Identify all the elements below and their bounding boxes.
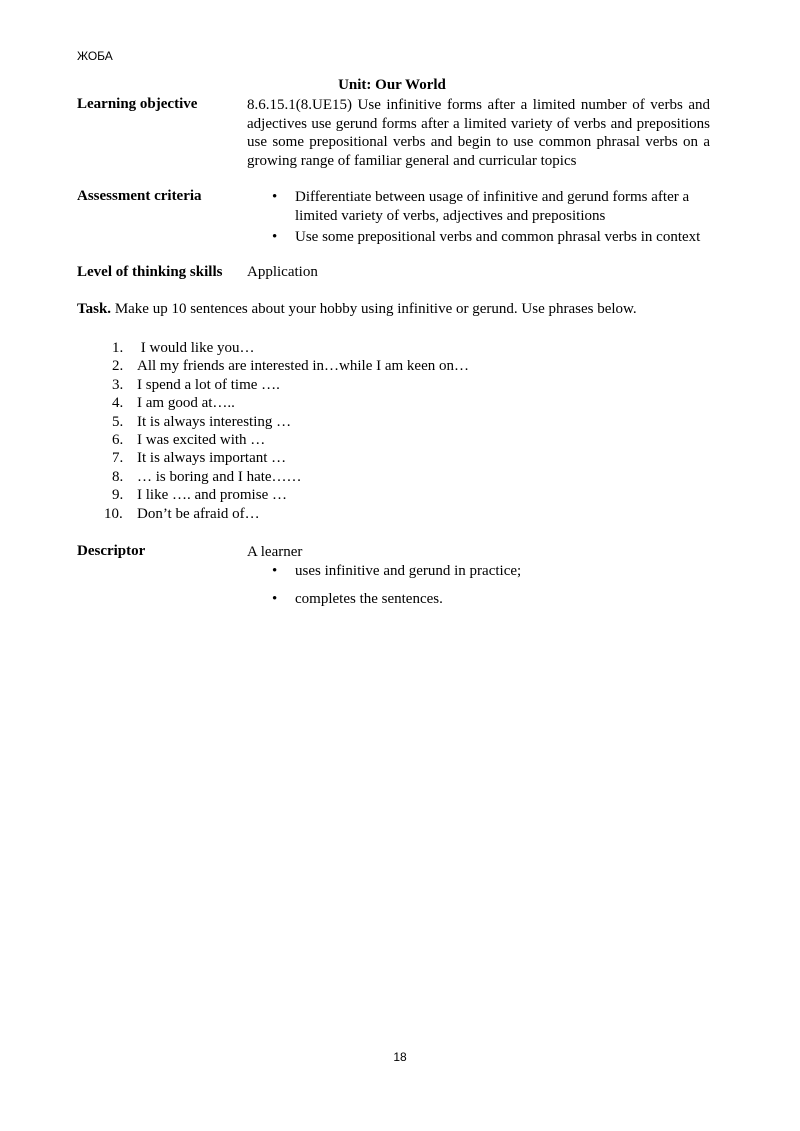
list-item [112,449,469,467]
item-text: … is boring and I hate…… [137,468,302,485]
item-text: Don’t be afraid of… [137,505,260,522]
task-instruction [77,301,717,318]
descriptor-label: Descriptor [77,543,146,559]
list-item [112,431,469,449]
list-item [112,413,469,431]
item-text: I was excited with … [137,432,266,449]
item-text: It is always important … [137,450,287,467]
unit-title: Unit: Our World [338,77,446,93]
item-number: 5. [112,413,124,430]
header-tag: ЖОБА [77,49,113,63]
assessment-criteria-list [247,188,710,247]
assessment-criteria-list-wrap [247,188,710,247]
list-item [112,357,469,375]
assessment-criteria-label: Assessment criteria [77,188,202,204]
item-number: 7. [112,450,124,467]
item-number: 3. [112,376,124,393]
item-number: 8. [112,468,124,485]
phrases-list [104,339,469,523]
item-text: It is always interesting … [137,413,292,430]
item-number: 2. [112,358,124,375]
thinking-skills-value: Application [247,264,318,280]
list-item [112,468,469,486]
list-item [112,376,469,394]
list-item [112,394,469,412]
list-item [112,339,469,357]
list-item: • Differentiate between usage of infinitive and gerund forms after a limited variety of verbs, adjectives and prepositions [247,188,710,225]
item-text: I would like you… [137,340,255,356]
item-text: I am good at….. [137,395,235,412]
descriptor-intro: A learner [247,544,303,560]
list-item [104,505,469,523]
list-item [112,486,469,504]
list-item: • uses infinitive and gerund in practice; [247,562,710,581]
item-number: 10. [104,505,123,522]
thinking-skills-label: Level of thinking skills [77,264,223,280]
item-text: All my friends are interested in…while I am keen on… [137,358,469,375]
list-item: • completes the sentences. [247,590,710,609]
learning-objective-label: Learning objective [77,96,198,112]
item-number: 4. [112,395,124,412]
item-number: 6. [112,432,124,449]
item-text: I spend a lot of time …. [137,376,280,393]
learning-objective-text: 8.6.15.1(8.UE15) Use infinitive forms after a limited number of verbs and adjectives use gerund forms after a limited variety of verbs and prepositions use some prepositional verbs and begin to use common phrasal verbs on a growing range of familiar general and curricular topics [247,97,710,169]
item-text: I like …. and promise … [137,487,287,504]
task-text: Make up 10 sentences about your hobby using infinitive or gerund. Use phrases below. [111,301,637,317]
descriptor-list [247,562,710,609]
item-number: 9. [112,487,124,504]
page-number: 18 [393,1050,407,1064]
task-label: Task. [77,301,112,317]
list-item: • Use some prepositional verbs and common phrasal verbs in context [247,228,710,247]
descriptor-content [247,543,710,609]
item-number: 1. [112,340,124,356]
